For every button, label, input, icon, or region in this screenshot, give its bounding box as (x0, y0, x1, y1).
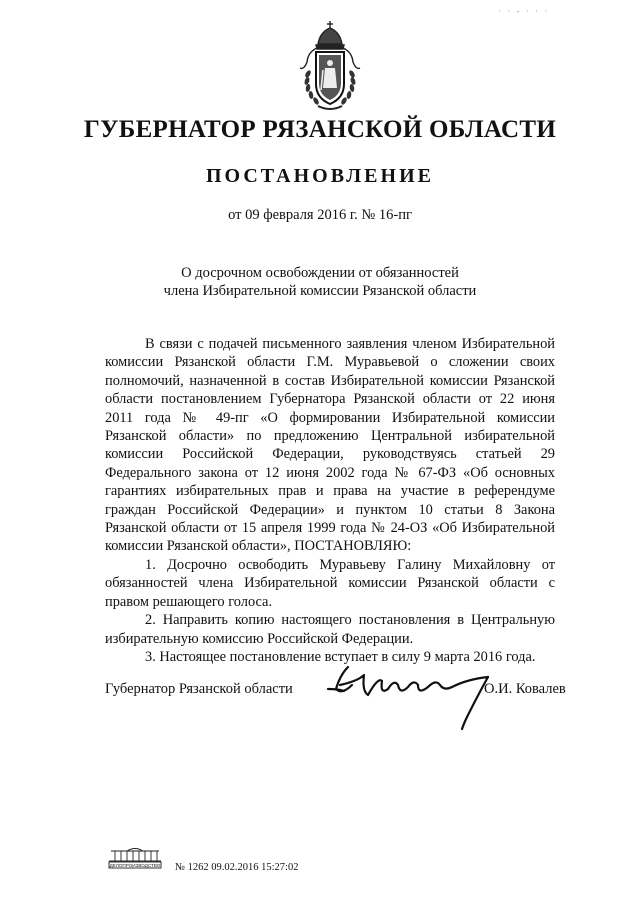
body-paragraph: В связи с подачей письменного заявления членом Избирательной комиссии Рязанской области Г.М. Муравьевой о сложении своих полномочий, назначенной в состав Избирательной комиссии Рязанской области постановлением Губернатора Рязанской области от 22 июня 2011 года № 49-пг «О формировании Избирательной комиссии Рязанской области» по предложению Центральной избирательной комиссии Российской Федерации, руководствуясь статьей 29 Федерального закона от 12 июня 2002 года № 67-ФЗ «Об основных гарантиях избирательных прав и права на участие в референдуме граждан Российской Федерации» и пунктом 10 статьи 8 Закона Рязанской области от 15 апреля 1999 года № 24-ОЗ «Об Избирательной комиссии Рязанской области», ПОСТАНОВЛЯЮ: (105, 336, 555, 555)
signatory-name: О.И. Ковалев (484, 681, 566, 697)
corner-marks: · · - · · · (498, 6, 550, 16)
signature (318, 655, 506, 735)
document-body (105, 335, 555, 666)
body-paragraph: 3. Настоящее постановление вступает в силу 9 марта 2016 года. (145, 648, 536, 665)
document-type: ПОСТАНОВЛЕНИЕ (206, 165, 434, 187)
coat-of-arms-icon (290, 18, 370, 116)
signatory-title: Губернатор Рязанской области (105, 681, 293, 697)
stamp-text: ДЕЛОПРОИЗВОДСТВО (109, 863, 161, 868)
date-and-number: от 09 февраля 2016 г. № 16-пг (228, 207, 412, 223)
registry-stamp-icon (107, 845, 163, 869)
body-paragraph: 2. Направить копию настоящего постановления в Центральную избирательную комиссию Российской Федерации. (105, 612, 555, 647)
body-paragraph: 1. Досрочно освободить Муравьеву Галину Михайловну от обязанностей члена Избирательной комиссии Рязанской области с правом решающего голоса. (105, 556, 555, 610)
subject-heading (0, 264, 640, 300)
registration-number: № 1262 09.02.2016 15:27:02 (175, 862, 299, 873)
subject-line: члена Избирательной комиссии Рязанской области (163, 283, 477, 299)
page-title: ГУБЕРНАТОР РЯЗАНСКОЙ ОБЛАСТИ (83, 116, 557, 143)
subject-line: О досрочном освобождении от обязанностей (181, 265, 459, 281)
